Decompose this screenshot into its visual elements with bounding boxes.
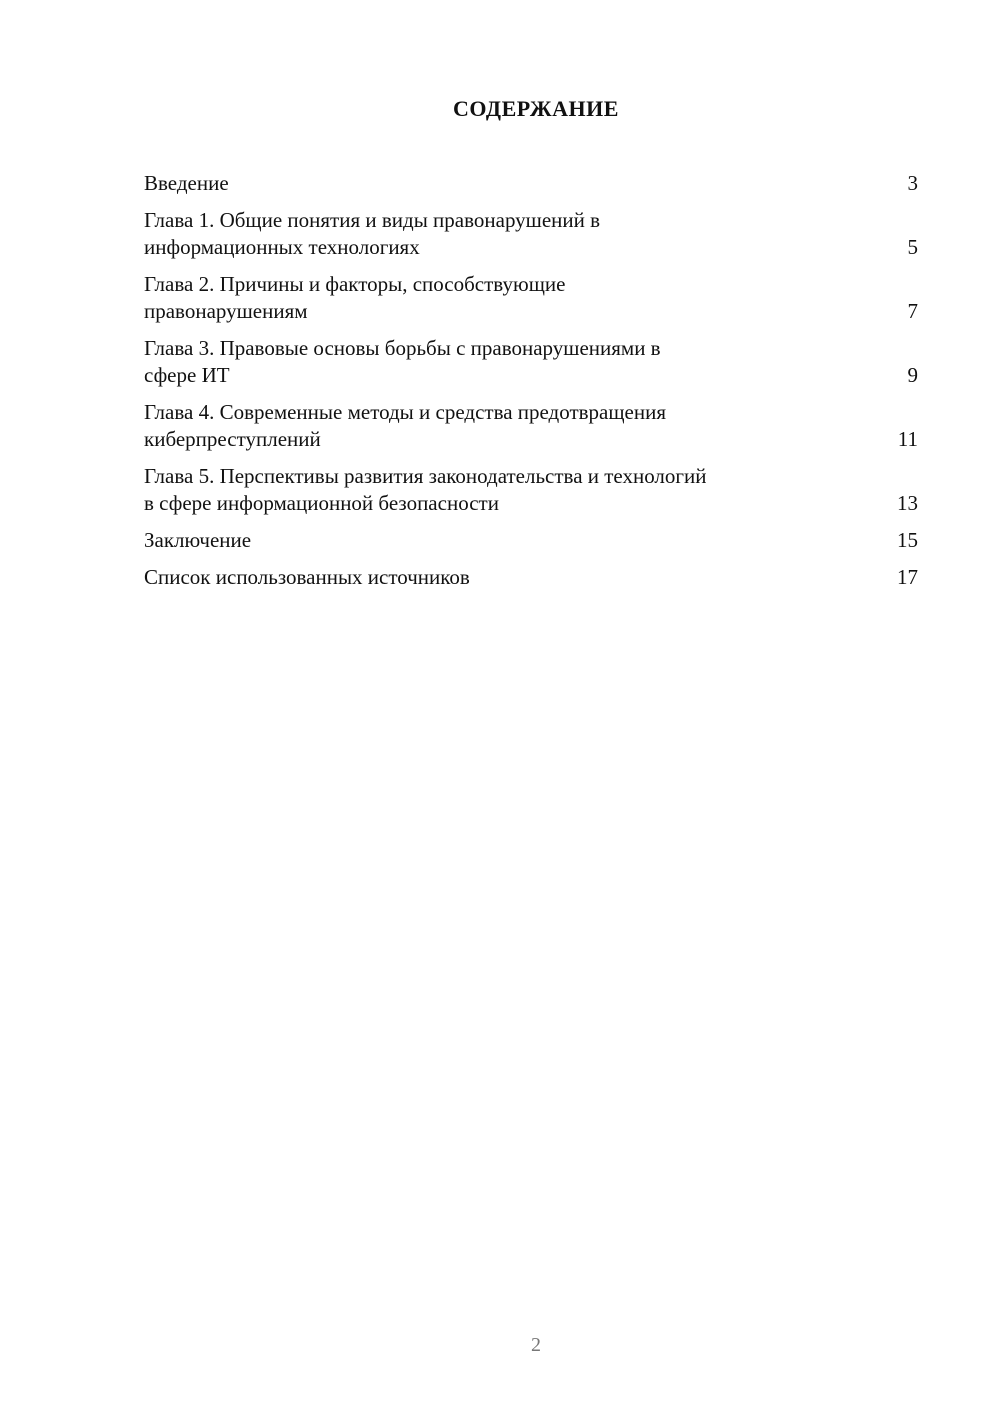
toc-entry-chapter-5 xyxy=(144,463,918,517)
toc-entry-title: Глава 2. Причины и факторы, способствующие правонарушениям xyxy=(144,272,566,323)
toc-entry-conclusion xyxy=(144,527,918,554)
toc-entry-page: 11 xyxy=(897,427,918,451)
table-of-contents xyxy=(144,170,918,601)
toc-entry-title: Глава 4. Современные методы и средства предотвращения киберпреступлений xyxy=(144,400,667,451)
toc-entry-title: Глава 5. Перспективы развития законодательства и технологий в сфере информационной безопасности xyxy=(144,464,707,515)
toc-entry-title: Введение xyxy=(144,171,229,195)
toc-entry-title: Заключение xyxy=(144,528,252,552)
toc-entry-references xyxy=(144,564,918,591)
toc-entry-page: 5 xyxy=(907,235,918,259)
toc-entry-page: 17 xyxy=(897,565,918,589)
toc-entry-page: 9 xyxy=(907,363,918,387)
toc-entry-title: Список использованных источников xyxy=(144,565,470,589)
toc-entry-page: 15 xyxy=(897,528,918,552)
toc-entry-chapter-3 xyxy=(144,335,918,389)
toc-entry-title: Глава 3. Правовые основы борьбы с правонарушениями в сфере ИТ xyxy=(144,336,661,387)
toc-entry-chapter-1 xyxy=(144,207,918,261)
toc-entry-chapter-2 xyxy=(144,271,918,325)
toc-heading: СОДЕРЖАНИЕ xyxy=(453,96,619,121)
toc-entry-title: Глава 1. Общие понятия и виды правонарушений в информационных технологиях xyxy=(144,208,601,259)
page-number: 2 xyxy=(531,1334,541,1356)
toc-entry-introduction xyxy=(144,170,918,197)
toc-entry-page: 7 xyxy=(907,299,918,323)
toc-entry-page: 13 xyxy=(897,491,918,515)
toc-entry-page: 3 xyxy=(907,171,918,195)
toc-entry-chapter-4 xyxy=(144,399,918,453)
